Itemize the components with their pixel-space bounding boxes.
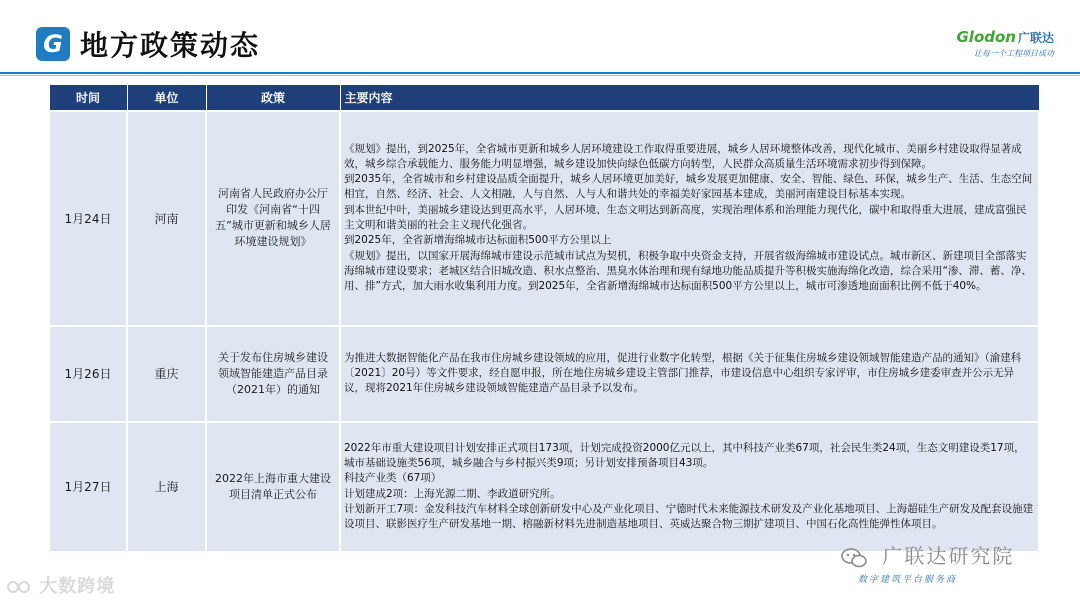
page-header: [0, 0, 1080, 76]
header-divider: [0, 72, 1080, 74]
watermark-right: [840, 540, 1014, 569]
footer-slogan: 数字建筑平台服务商: [858, 575, 958, 585]
content-paragraph: 到本世纪中叶，美丽城乡建设达到更高水平，人居环境、生态文明达到新高度，实现治理体系和治理能力现代化，碳中和取得重大进展，建成富强民主文明和谐美丽的社会主义现代化强省。: [344, 203, 1027, 231]
content-paragraph: 《规划》提出，以国家开展海绵城市建设示范城市试点为契机，积极争取中央资金支持，开展省级海绵城市建设试点。城市新区、新建项目全部落实海绵城市建设要求；老城区结合旧城改造、积水点整治、黑臭水体治理和现有绿地功能品质提升等积极实施海绵化改造，综合采用“渗、滞、蓄、净、用、排”方式，加大雨水收集利用力度。到2025年，全省新增海绵城市达标面积500平方公里以上，城市可渗透地面面积比例不低于40%。: [344, 249, 1032, 293]
column-header-unit: 单位: [127, 85, 206, 111]
brand-name: [904, 28, 1054, 46]
content-paragraph: 科技产业类（67项）: [344, 472, 442, 485]
table-row: [49, 111, 1039, 326]
brand-logo: [904, 28, 1054, 64]
policy-table-container: [48, 84, 1038, 553]
watermark-left-text: 大数跨境: [39, 576, 116, 597]
watermark-right-text: 广联达研究院: [882, 544, 1015, 568]
content-paragraph: 2022年市重大建设项目计划安排正式项目173项，计划完成投资2000亿元以上，其中科技产业类67项，社会民生类24项，生态文明建设类17项，城市基础设施类56项，城乡融合与乡村振兴类9项；另计划安排预备项目43项。: [344, 441, 1025, 469]
content-paragraph: 《规划》提出，到2025年，全省城市更新和城乡人居环境建设工作取得重要进展，城乡人居环境整体改善，现代化城市、美丽乡村建设取得显著成效，城乡综合承载能力、服务能力明显增强，城乡建设加快向绿色低碳方向转型，人民群众高质量生活环境需求初步得到保障。: [344, 142, 1022, 170]
brand-slogan: 让每一个工程项目成功: [974, 49, 1054, 58]
brand-name-cn: 广联达: [1017, 31, 1054, 45]
cell-content: [340, 422, 1039, 552]
cell-unit: 重庆: [127, 326, 206, 422]
cell-policy: 关于发布住房城乡建设领域智能建造产品目录（2021年）的通知: [206, 326, 340, 422]
watermark-logo-icon: [6, 577, 32, 597]
brand-name-en: Glodon: [956, 28, 1016, 46]
content-paragraph: 到2025年，全省新增海绵城市达标面积500平方公里以上: [344, 234, 612, 247]
column-header-policy: 政策: [206, 85, 340, 111]
cell-content: [340, 326, 1039, 422]
cell-policy: 2022年上海市重大建设项目清单正式公布: [206, 422, 340, 552]
policy-table: [48, 84, 1040, 553]
content-paragraph: 计划建成2项：上海光源二期、李政道研究所。: [344, 487, 561, 500]
content-paragraph: 为推进大数据智能化产品在我市住房城乡建设领域的应用，促进行业数字化转型，根据《关于征集住房城乡建设领域智能建造产品的通知》（渝建科〔2021〕20号）等文件要求，经自愿申报，所在地住房城乡建设主管部门推荐，市建设信息中心组织专家评审，市住房城乡建委审查并公示无异议，现将2021年住房城乡建设领域智能建造产品目录予以发布。: [344, 351, 1022, 395]
cell-unit: 河南: [127, 111, 206, 326]
watermark-left: [6, 572, 115, 598]
page-title: 地方政策动态: [80, 29, 261, 62]
cell-date: 1月24日: [49, 111, 127, 326]
header-divider-thin: [0, 75, 1080, 76]
wechat-icon: [840, 547, 868, 569]
content-paragraph: 到2035年，全省城市和乡村建设品质全面提升，城乡人居环境更加美好，城乡发展更加健康、安全、智能、绿色、环保，城乡生产、生活、生态空间相宜，自然、经济、社会、人文相融，人与自然、人与人和谐共处的幸福美好家园基本建成，美丽河南建设目标基本实现。: [344, 173, 1033, 201]
column-header-content: 主要内容: [340, 85, 1039, 111]
column-header-time: 时间: [49, 85, 127, 111]
table-header-row: [49, 85, 1039, 111]
table-row: [49, 422, 1039, 552]
cell-date: 1月26日: [49, 326, 127, 422]
glodon-g-logo-icon: G: [36, 27, 70, 61]
cell-content: [340, 111, 1039, 326]
table-row: [49, 326, 1039, 422]
cell-policy: 河南省人民政府办公厅印发《河南省“十四五”城市更新和城乡人居环境建设规划》: [206, 111, 340, 326]
cell-unit: 上海: [127, 422, 206, 552]
content-paragraph: 计划新开工7项：金发科技汽车材料全球创新研发中心及产业化项目、宁德时代未来能源技术研发及产业化基地项目、上海超硅生产研发及配套设施建设项目、联影医疗生产研发基地一期、榕融新材料先进制造基地项目、英威达聚合物三期扩建项目、中国石化高性能弹性体项目。: [344, 502, 1034, 531]
cell-date: 1月27日: [49, 422, 127, 552]
